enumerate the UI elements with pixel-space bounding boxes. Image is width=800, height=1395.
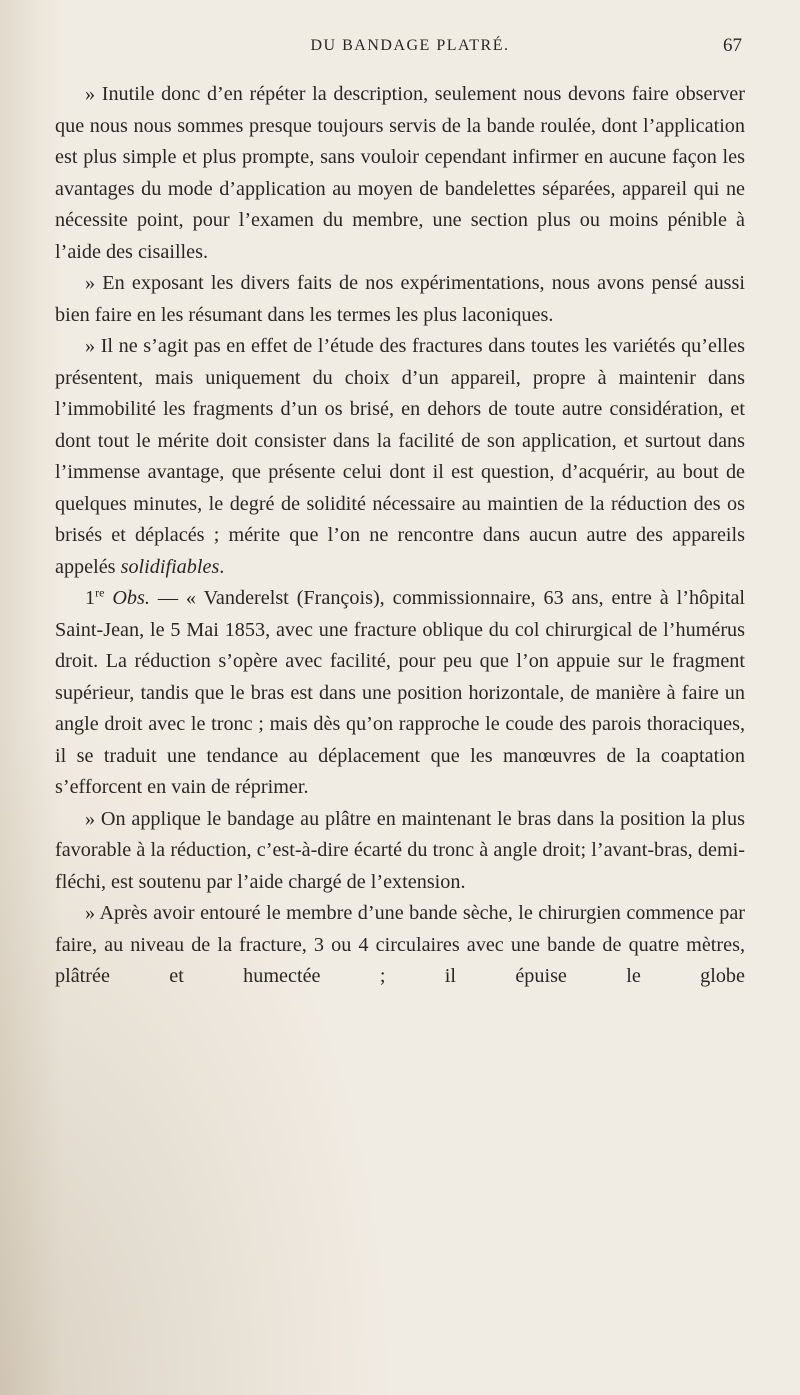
paragraph-plaster-application: » On applique le bandage au plâtre en maintenant le bras dans la position la plus favorable à la réduction, c’est-à-dire écarté du tronc à angle droit; l’avant-bras, demi-fléchi, est soutenu par l’aide chargé de l’extension. [55, 807, 745, 893]
paragraph-description: » Inutile donc d’en répéter la description, seulement nous devons faire observer que nous nous sommes presque toujours servis de la bande roulée, dont l’application est plus simple et plus prompte, sans vouloir cependant infirmer en aucune façon les avantages du mode d’application au moyen de bandelettes séparées, appareil qui ne nécessite point, pour l’examen du membre, une section plus ou moins pénible à l’aide des cisailles. [55, 83, 745, 263]
paragraph-experiments: » En exposant les divers faits de nos expérimentations, nous avons pensé aussi bien faire en les résumant dans les termes les plus laconiques. [55, 272, 745, 326]
page-header [0, 34, 800, 58]
paragraph-text: » Il ne s’agit pas en effet de l’étude des fractures dans toutes les variétés qu’elles présentent, mais uniquement du choix d’un appareil, propre à maintenir dans l’immobilité les fragments d’un os brisé, en dehors de toute autre considération, et dont tout le mérite doit consister dans la facilité de son application, et surtout dans l’immense avantage, que présente celui dont il est question, d’acquérir, au bout de quelques minutes, le degré de solidité nécessaire au maintien de la réduction des os brisés et déplacés ; mérite que l’on ne rencontre dans aucun autre des appareils appelés [55, 335, 745, 578]
body-text [55, 79, 745, 993]
paragraph-text-end: . [219, 555, 225, 578]
page-number: 67 [723, 35, 742, 56]
observation-label: Obs. [112, 587, 150, 609]
paragraph-observation-1 [55, 583, 745, 804]
observation-number-suffix: re [95, 585, 105, 600]
italic-term: solidifiables [120, 555, 220, 578]
observation-number: 1 [85, 587, 96, 609]
paragraph-bandaging: » Après avoir entouré le membre d’une bande sèche, le chirurgien commence par faire, au niveau de la fracture, 3 ou 4 circulaires avec une bande de quatre mètres, plâtrée et humectée ; il épuise le globe [55, 902, 745, 987]
running-title: DU BANDAGE PLATRÉ. [310, 37, 510, 54]
paragraph-choice-of-apparatus [55, 331, 745, 583]
observation-text: — « Vanderelst (François), commissionnaire, 63 ans, entre à l’hôpital Saint-Jean, le 5 Mai 1853, avec une fracture oblique du col chirurgical de l’humérus droit. La réduction s’opère avec facilité, pour peu que l’on appuie sur le fragment supérieur, tandis que le bras est dans une position horizontale, de manière à faire un angle droit avec le tronc ; mais dès qu’on rapproche le coude des parois thoraciques, il se traduit une tendance au déplacement que les manœuvres de la coaptation s’efforcent en vain de réprimer. [55, 587, 746, 798]
